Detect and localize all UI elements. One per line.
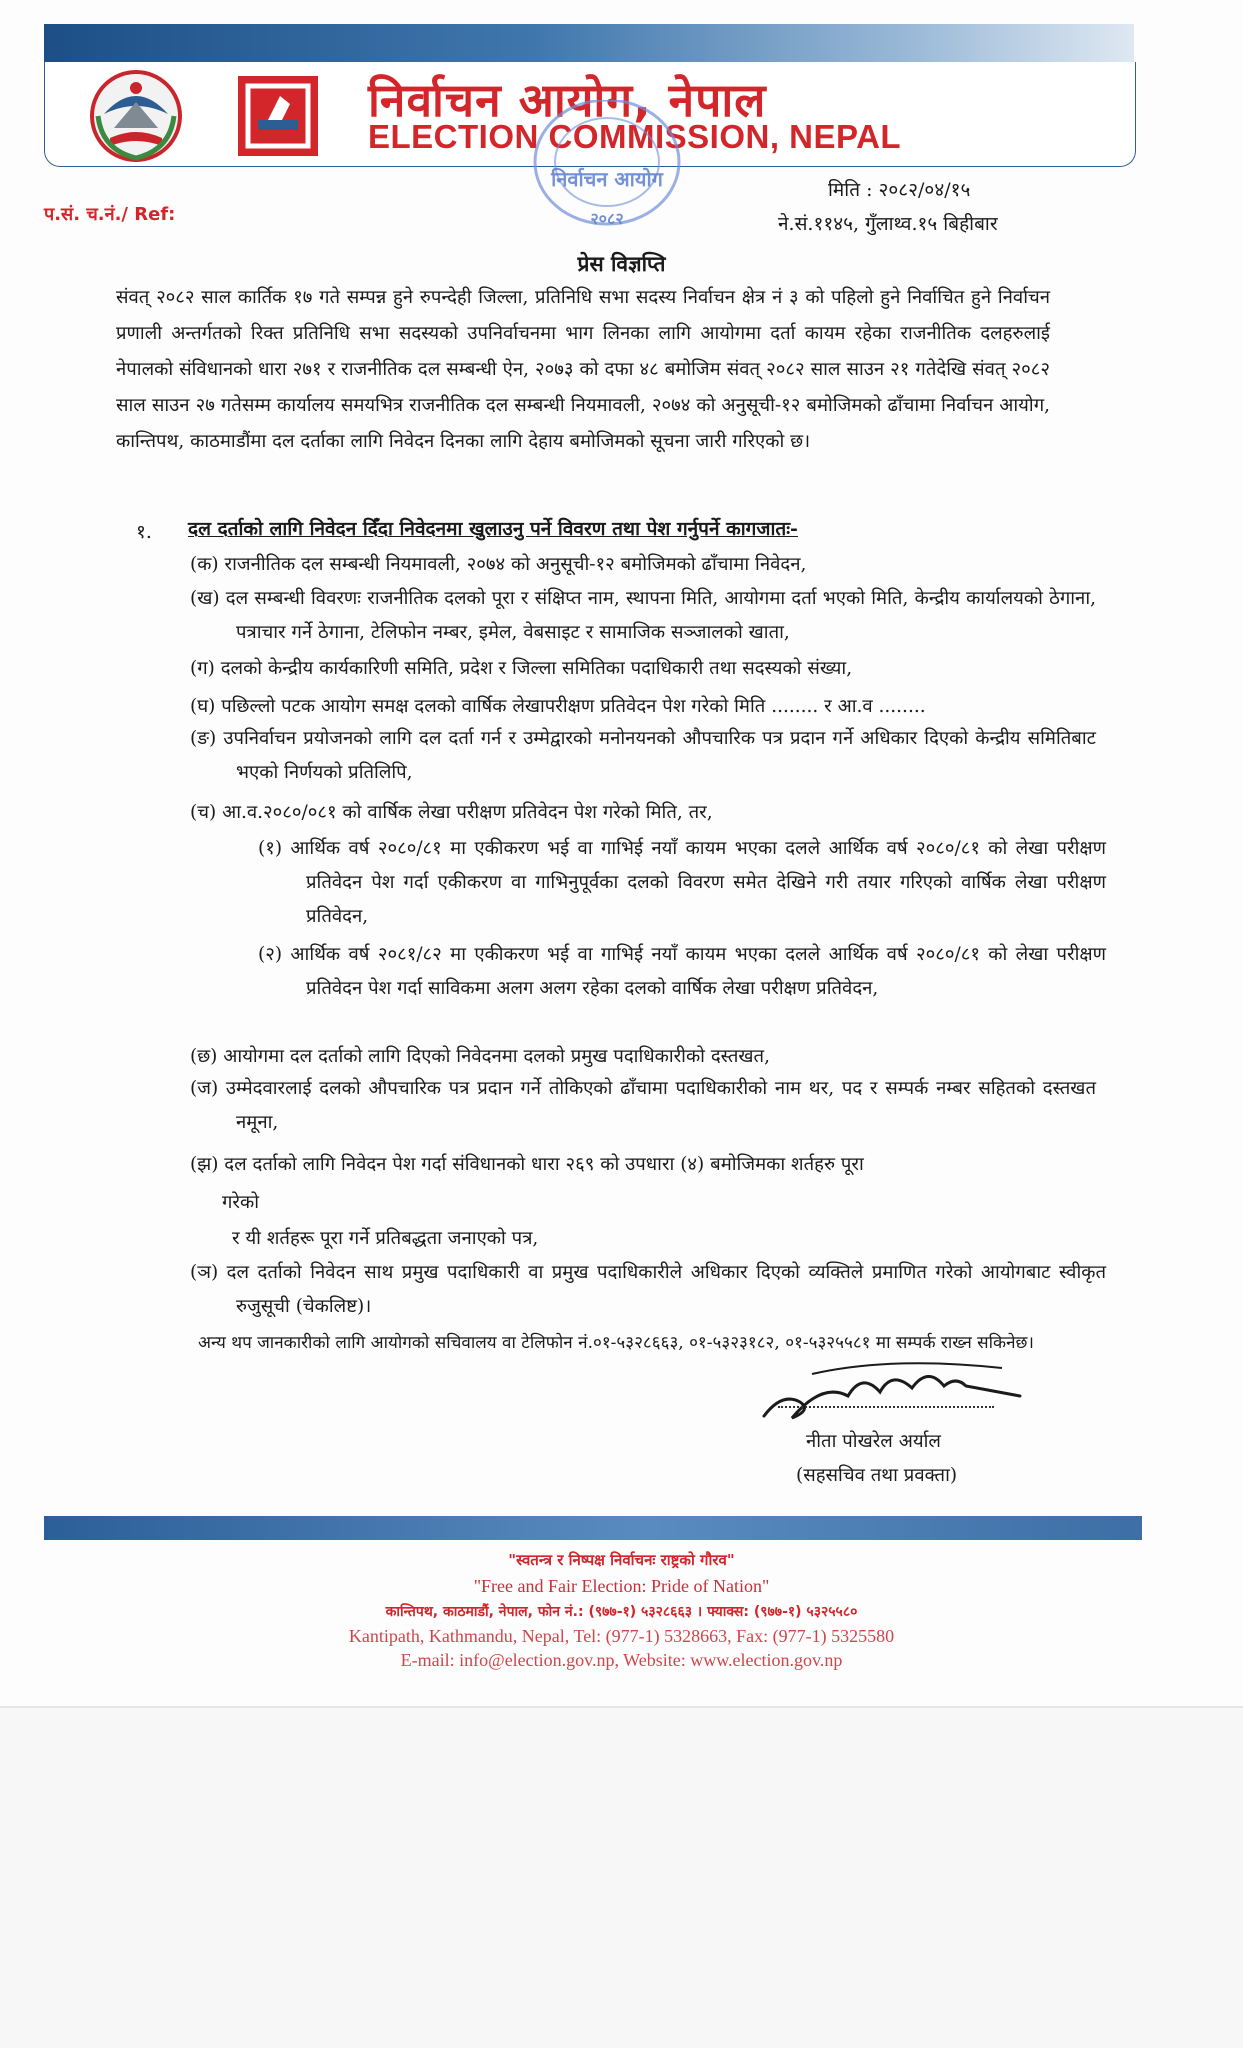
closing-note: अन्य थप जानकारीको लागि आयोगको सचिवालय वा टेलिफोन नं.०१-५३२८६६३, ०१-५३२३१८२, ०१-५३२५५८१ मा सम्पर्क राख्न सकिनेछ। bbox=[198, 1333, 1034, 1353]
page-edge bbox=[0, 1706, 1243, 1708]
org-name-nepali: निर्वाचन आयोग, नेपाल bbox=[368, 73, 767, 127]
letterhead-band bbox=[44, 24, 1134, 66]
sub-item-2: (२) आर्थिक वर्ष २०८१/८२ मा एकीकरण भई वा गाभिई नयाँ कायम भएका दलले आर्थिक वर्ष २०८०/८१ को लेखा परीक्षण प्रतिवेदन पेश गर्दा साविकमा अलग अलग रहेका दलको वार्षिक लेखा परीक्षण प्रतिवेदन, bbox=[258, 944, 1106, 999]
list-item-kha: (ख) दल सम्बन्धी विवरणः राजनीतिक दलको पूरा र संक्षिप्त नाम, स्थापना मिति, आयोगमा दर्ता भएको मिति, केन्द्रीय कार्यालयको ठेगाना, पत्राचार गर्ने ठेगाना, टेलिफोन नम्बर, इमेल, वेबसाइट र सामाजिक सञ्जालको खाता, bbox=[190, 588, 1096, 643]
signature-line bbox=[778, 1406, 994, 1408]
org-name-english: ELECTION COMMISSION, NEPAL bbox=[368, 118, 902, 155]
list-item-jha-cont-2: र यी शर्तहरू पूरा गर्ने प्रतिबद्धता जनाएको पत्र, bbox=[232, 1228, 539, 1249]
contact-info: E-mail: info@election.gov.np, Website: www.election.gov.np bbox=[400, 1650, 843, 1670]
election-commission-logo-icon bbox=[236, 74, 320, 158]
office-seal-stamp-icon bbox=[512, 100, 702, 240]
list-item-chha: (छ) आयोगमा दल दर्ताको लागि दिएको निवेदनमा दलको प्रमुख पदाधिकारीको दस्तखत, bbox=[190, 1046, 770, 1067]
address-nepali: कान्तिपथ, काठमाडौं, नेपाल, फोन नं.: (९७७-१) ५३२८६६३ । फ्याक्स: (९७७-१) ५३२५५८० bbox=[385, 1604, 858, 1620]
list-item-cha: (च) आ.व.२०८०/०८१ को वार्षिक लेखा परीक्षण प्रतिवेदन पेश गरेको मिति, तर, bbox=[190, 802, 713, 823]
signatory-name: नीता पोखरेल अर्याल bbox=[806, 1431, 941, 1452]
reference-label: प.सं. च.नं./ Ref: bbox=[44, 204, 176, 225]
section-heading: दल दर्ताको लागि निवेदन दिँदा निवेदनमा खुलाउनु पर्ने विवरण तथा पेश गर्नुपर्ने कागजातः- bbox=[188, 518, 798, 540]
list-item-gha: (घ) पछिल्लो पटक आयोग समक्ष दलको वार्षिक लेखापरीक्षण प्रतिवेदन पेश गरेको मिति ........ र आ.व ........ bbox=[190, 696, 926, 717]
motto-english: "Free and Fair Election: Pride of Nation" bbox=[473, 1576, 770, 1596]
section-number: १. bbox=[136, 521, 152, 543]
list-item-ka: (क) राजनीतिक दल सम्बन्धी नियमावली, २०७४ को अनुसूची-१२ बमोजिमको ढाँचामा निवेदन, bbox=[190, 554, 807, 575]
page-title: प्रेस विज्ञप्ति bbox=[577, 251, 666, 276]
stamp-text: निर्वाचन आयोग bbox=[551, 167, 663, 191]
sub-item-1: (१) आर्थिक वर्ष २०८०/८१ मा एकीकरण भई वा गाभिई नयाँ कायम भएका दलले आर्थिक वर्ष २०८०/८१ को लेखा परीक्षण प्रतिवेदन पेश गर्दा एकीकरण वा गाभिनुपूर्वका दलको विवरण समेत देखिने गरी तयार गरिएको वार्षिक लेखा परीक्षण प्रतिवेदन, bbox=[258, 838, 1106, 927]
stamp-year: २०८२ bbox=[590, 209, 624, 228]
footer-band bbox=[44, 1516, 1142, 1540]
list-item-ja: (ज) उम्मेदवारलाई दलको औपचारिक पत्र प्रदान गर्ने तोकिएको ढाँचामा पदाधिकारीको नाम थर, पद र सम्पर्क नम्बर सहितको दस्तखत नमूना, bbox=[190, 1078, 1096, 1133]
list-item-jha-cont: गरेको bbox=[222, 1192, 259, 1213]
list-item-nga: (ङ) उपनिर्वाचन प्रयोजनको लागि दल दर्ता गर्न र उम्मेद्वारको मनोनयनको औपचारिक पत्र प्रदान गर्ने अधिकार दिएको केन्द्रीय समितिबाट भएको निर्णयको प्रतिलिपि, bbox=[190, 728, 1096, 783]
address-english: Kantipath, Kathmandu, Nepal, Tel: (977-1) 5328663, Fax: (977-1) 5325580 bbox=[348, 1626, 895, 1646]
motto-nepali: "स्वतन्त्र र निष्पक्ष निर्वाचनः राष्ट्रको गौरव" bbox=[508, 1551, 735, 1569]
list-item-nya: (ञ) दल दर्ताको निवेदन साथ प्रमुख पदाधिकारी वा प्रमुख पदाधिकारीले अधिकार दिएको व्यक्तिले प्रमाणित गरेको आयोगबाट स्वीकृत रुजुसूची (चेकलिष्ट)। bbox=[190, 1262, 1106, 1317]
nepal-emblem-icon bbox=[84, 68, 188, 164]
intro-paragraph: संवत् २०८२ साल कार्तिक १७ गते सम्पन्न हुने रुपन्देही जिल्ला, प्रतिनिधि सभा सदस्य निर्वाचन क्षेत्र नं ३ को पहिलो हुने निर्वाचित हुने निर्वाचन प्रणाली अन्तर्गतको रिक्त प्रतिनिधि सभा सदस्यको उपनिर्वाचनमा भाग लिनका लागि आयोगमा दर्ता कायम रहेका राजनीतिक दलहरुलाई नेपालको संविधानको धारा २७१ र राजनीतिक दल सम्बन्धी ऐन, २०७३ को दफा ४८ बमोजिम संवत् २०८२ साल साउन २१ गतेदेखि संवत् २०८२ साल साउन २७ गतेसम्म कार्यालय समयभित्र राजनीतिक दल सम्बन्धी नियमावली, २०७४ को अनुसूची-१२ बमोजिमको ढाँचामा निर्वाचन आयोग, कान्तिपथ, काठमाडौंमा दल दर्ताका लागि निवेदन दिनका लागि देहाय बमोजिमको सूचना जारी गरिएको छ। bbox=[116, 287, 1050, 452]
signature-icon bbox=[752, 1352, 1042, 1430]
list-item-ga: (ग) दलको केन्द्रीय कार्यकारिणी समिति, प्रदेश र जिल्ला समितिका पदाधिकारी तथा सदस्यको संख्या, bbox=[190, 658, 853, 679]
list-item-jha: (झ) दल दर्ताको लागि निवेदन पेश गर्दा संविधानको धारा २६९ को उपधारा (४) बमोजिमका शर्तहरु पूरा bbox=[190, 1154, 864, 1175]
issue-date: मिति : २०८२/०४/१५ bbox=[828, 179, 971, 201]
nepal-sambat-date: ने.सं.११४५, गुँलाथ्व.१५ बिहीबार bbox=[778, 213, 998, 235]
signatory-title: (सहसचिव तथा प्रवक्ता) bbox=[796, 1465, 958, 1486]
